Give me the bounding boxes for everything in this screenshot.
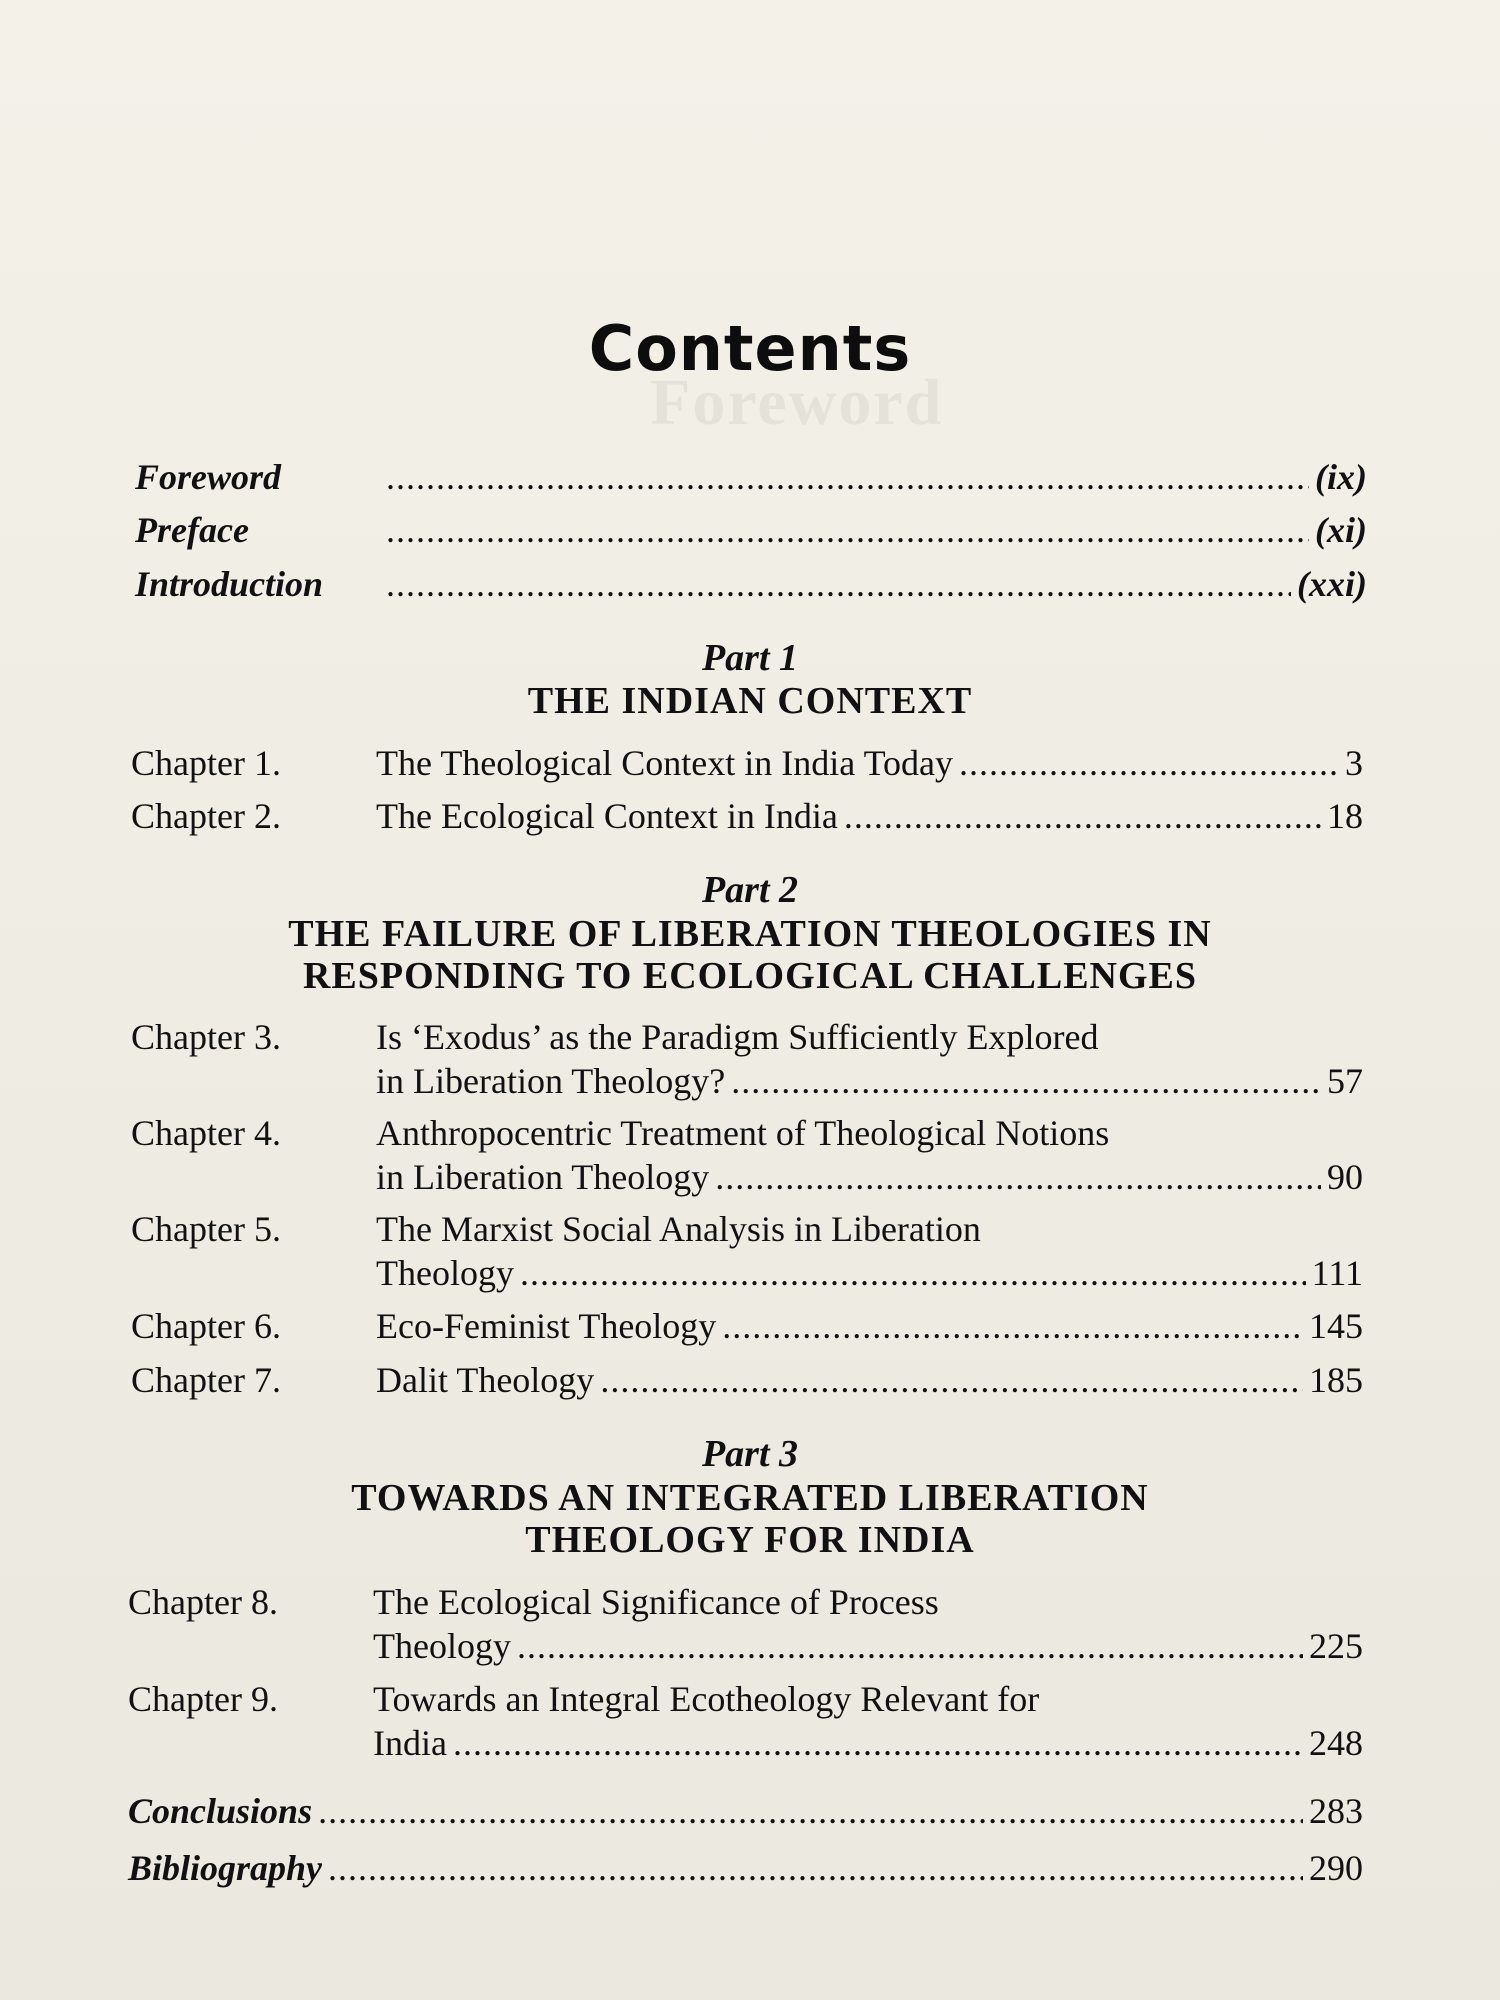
toc-entry-chapter-6[interactable] <box>131 1304 1363 1348</box>
toc-entry-chapter-8-continued[interactable] <box>373 1624 1363 1668</box>
entry-page: 18 <box>1327 796 1363 836</box>
entry-page: 248 <box>1309 1723 1363 1763</box>
entry-page: 3 <box>1345 743 1363 783</box>
page-title: Contents <box>588 312 912 385</box>
chapter-title-continued: Theology <box>373 1626 511 1666</box>
toc-entry-chapter-1[interactable] <box>131 741 1363 785</box>
part-3-title-line-1: TOWARDS AN INTEGRATED LIBERATION <box>351 1477 1149 1519</box>
leader-dots <box>520 1251 1306 1295</box>
chapter-title: The Ecological Significance of Process <box>373 1582 939 1622</box>
entry-page: (xi) <box>1315 510 1367 550</box>
leader-dots <box>386 562 1291 606</box>
toc-entry-chapter-9-continued[interactable] <box>373 1721 1363 1765</box>
entry-page: 90 <box>1327 1157 1363 1197</box>
leader-dots <box>453 1721 1303 1765</box>
chapter-number: Chapter 5. <box>131 1209 281 1249</box>
toc-entry-chapter-5-continued[interactable] <box>376 1251 1363 1295</box>
entry-page: 57 <box>1327 1061 1363 1101</box>
chapter-number: Chapter 4. <box>131 1113 281 1153</box>
chapter-number: Chapter 3. <box>131 1017 281 1057</box>
leader-dots <box>386 455 1309 499</box>
leader-dots <box>600 1358 1303 1402</box>
toc-entry-chapter-7[interactable] <box>131 1358 1363 1402</box>
chapter-title: The Ecological Context in India <box>376 796 838 836</box>
part-2-title-line-2: RESPONDING TO ECOLOGICAL CHALLENGES <box>302 955 1198 997</box>
chapter-title: Anthropocentric Treatment of Theological Notions <box>376 1113 1110 1153</box>
chapter-title-continued: in Liberation Theology <box>376 1157 710 1197</box>
toc-entry-chapter-4[interactable] <box>131 1111 1363 1155</box>
toc-entry-bibliography[interactable] <box>128 1846 1363 1890</box>
toc-entry-chapter-3-continued[interactable] <box>376 1059 1363 1103</box>
entry-label: Foreword <box>135 457 282 497</box>
toc-entry-chapter-8[interactable] <box>128 1580 1363 1624</box>
part-1-label: Part 1 <box>701 637 799 679</box>
leader-dots <box>517 1624 1303 1668</box>
chapter-number: Chapter 2. <box>131 796 281 836</box>
toc-entry-introduction[interactable] <box>135 562 1367 606</box>
entry-label: Introduction <box>135 564 324 604</box>
entry-label: Bibliography <box>128 1848 323 1888</box>
entry-page: (ix) <box>1315 457 1367 497</box>
entry-label: Preface <box>135 510 249 550</box>
entry-label: Conclusions <box>128 1791 313 1831</box>
leader-dots <box>386 508 1309 552</box>
chapter-number: Chapter 7. <box>131 1360 281 1400</box>
leader-dots <box>731 1059 1321 1103</box>
entry-page: 225 <box>1309 1626 1363 1666</box>
chapter-title-continued: India <box>373 1723 447 1763</box>
leader-dots <box>959 741 1339 785</box>
leader-dots <box>844 794 1321 838</box>
chapter-title: The Theological Context in India Today <box>376 743 954 783</box>
entry-page: 111 <box>1311 1253 1363 1293</box>
toc-entry-chapter-9[interactable] <box>128 1677 1363 1721</box>
leader-dots <box>722 1304 1303 1348</box>
part-3-label: Part 3 <box>701 1433 799 1475</box>
part-2-title-line-1: THE FAILURE OF LIBERATION THEOLOGIES IN <box>288 913 1212 955</box>
chapter-title: The Marxist Social Analysis in Liberation <box>376 1209 981 1249</box>
toc-entry-conclusions[interactable] <box>128 1789 1363 1833</box>
entry-page: (xxi) <box>1297 564 1367 604</box>
chapter-title: Is ‘Exodus’ as the Paradigm Sufficiently Explored <box>376 1017 1099 1057</box>
entry-page: 283 <box>1309 1791 1363 1831</box>
entry-page: 185 <box>1309 1360 1363 1400</box>
chapter-number: Chapter 1. <box>131 743 281 783</box>
part-1-title: THE INDIAN CONTEXT <box>527 680 973 722</box>
bleed-through-title: Foreword <box>650 366 944 439</box>
chapter-title: Dalit Theology <box>376 1360 595 1400</box>
leader-dots <box>328 1846 1303 1890</box>
chapter-number: Chapter 9. <box>128 1679 278 1719</box>
entry-page: 145 <box>1309 1306 1363 1346</box>
toc-entry-chapter-3[interactable] <box>131 1015 1363 1059</box>
toc-entry-chapter-5[interactable] <box>131 1207 1363 1251</box>
leader-dots <box>715 1155 1321 1199</box>
chapter-title: Towards an Integral Ecotheology Relevant for <box>373 1679 1040 1719</box>
chapter-title-continued: in Liberation Theology? <box>376 1061 726 1101</box>
leader-dots <box>318 1789 1303 1833</box>
toc-entry-chapter-4-continued[interactable] <box>376 1155 1363 1199</box>
chapter-number: Chapter 8. <box>128 1582 278 1622</box>
chapter-title: Eco-Feminist Theology <box>376 1306 717 1346</box>
chapter-title-continued: Theology <box>376 1253 514 1293</box>
part-2-label: Part 2 <box>701 869 799 911</box>
toc-entry-preface[interactable] <box>135 508 1367 552</box>
entry-page: 290 <box>1309 1848 1363 1888</box>
toc-entry-chapter-2[interactable] <box>131 794 1363 838</box>
toc-entry-foreword[interactable] <box>135 455 1367 499</box>
chapter-number: Chapter 6. <box>131 1306 281 1346</box>
part-3-title-line-2: THEOLOGY FOR INDIA <box>525 1519 975 1561</box>
